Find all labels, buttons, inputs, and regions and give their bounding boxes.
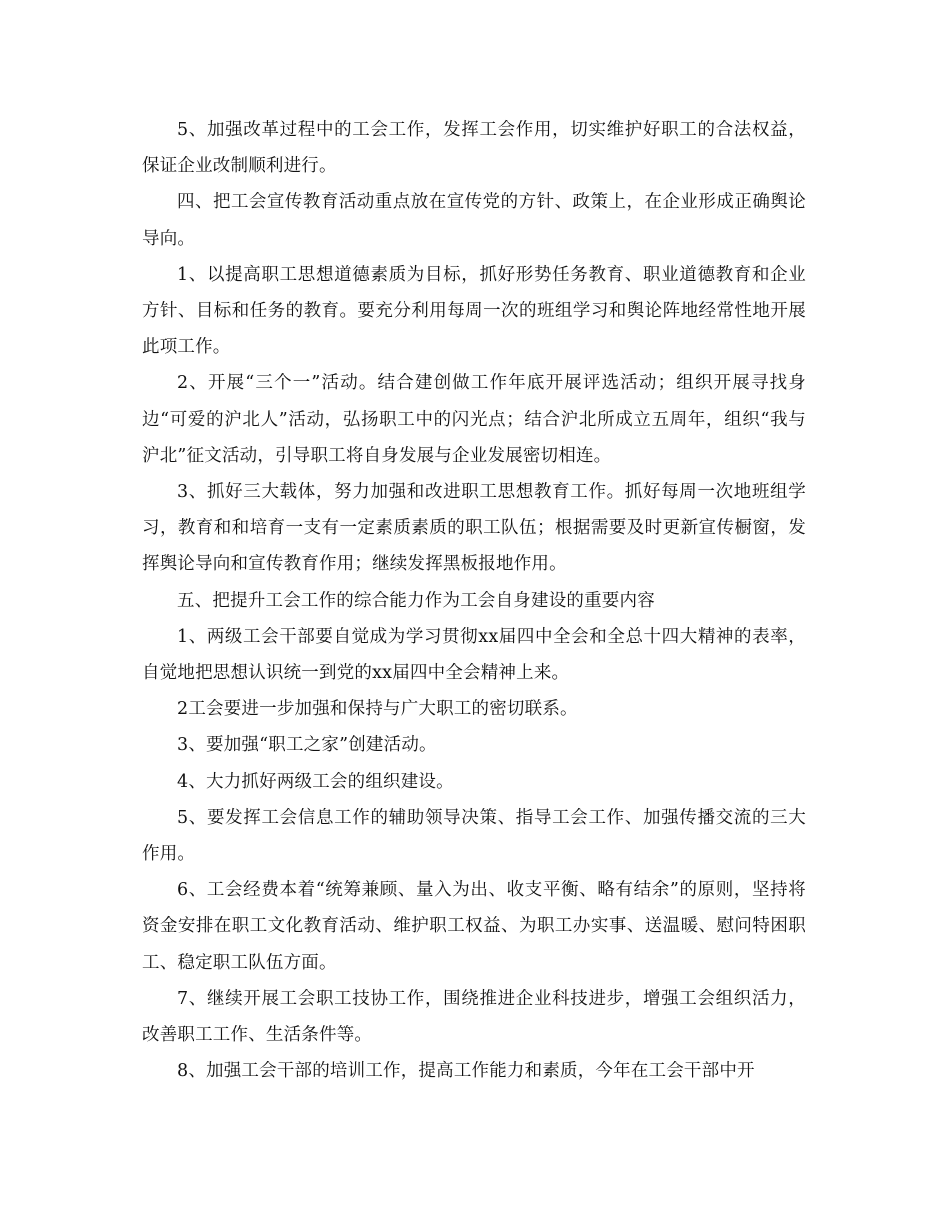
document-body — [142, 112, 806, 1089]
paragraph-9: 3、要加强“职工之家”创建活动。 — [177, 735, 437, 756]
paragraph-6: 五、把提升工会工作的综合能力作为工会自身建设的重要内容 — [177, 590, 655, 611]
paragraph-8: 2工会要进一步加强和保持与广大职工的密切联系。 — [177, 699, 578, 720]
paragraph-1: 5、加强改革过程中的工会工作，发挥工会作用，切实维护好职工的合法权益，保证企业改制顺利进行。 — [142, 120, 806, 177]
paragraph-4: 2、开展“三个一”活动。结合建创做工作年底开展评选活动；组织开展寻找身边“可爱的沪北人”活动，弘扬职工中的闪光点；结合沪北所成立五周年，组织“我与沪北”征文活动，引导职工将自身发展与企业发展密切相连。 — [142, 373, 806, 466]
paragraph-10: 4、大力抓好两级工会的组织建设。 — [177, 771, 454, 792]
paragraph-12: 6、工会经费本着“统筹兼顾、量入为出、收支平衡、略有结余”的原则，坚持将资金安排在职工文化教育活动、维护职工权益、为职工办实事、送温暖、慰问特困职工、稳定职工队伍方面。 — [142, 880, 806, 973]
paragraph-7: 1、两级工会干部要自觉成为学习贯彻xx届四中全会和全总十四大精神的表率，自觉地把思想认识统一到党的xx届四中全会精神上来。 — [142, 626, 806, 684]
paragraph-11: 5、要发挥工会信息工作的辅助领导决策、指导工会工作、加强传播交流的三大作用。 — [142, 807, 806, 865]
paragraph-13: 7、继续开展工会职工技协工作，围绕推进企业科技进步，增强工会组织活力，改善职工工作、生活条件等。 — [142, 988, 806, 1046]
paragraph-2: 四、把工会宣传教育活动重点放在宣传党的方针、政策上，在企业形成正确舆论导向。 — [142, 192, 806, 249]
paragraph-14: 8、加强工会干部的培训工作，提高工作能力和素质，今年在工会干部中开 — [177, 1061, 755, 1082]
paragraph-3: 1、以提高职工思想道德素质为目标，抓好形势任务教育、职业道德教育和企业方针、目标和任务的教育。要充分利用每周一次的班组学习和舆论阵地经常性地开展此项工作。 — [142, 264, 806, 358]
paragraph-5: 3、抓好三大载体，努力加强和改进职工思想教育工作。抓好每周一次地班组学习，教育和和培育一支有一定素质素质的职工队伍；根据需要及时更新宣传橱窗，发挥舆论导向和宣传教育作用；继续发挥黑板报地作用。 — [142, 482, 806, 575]
